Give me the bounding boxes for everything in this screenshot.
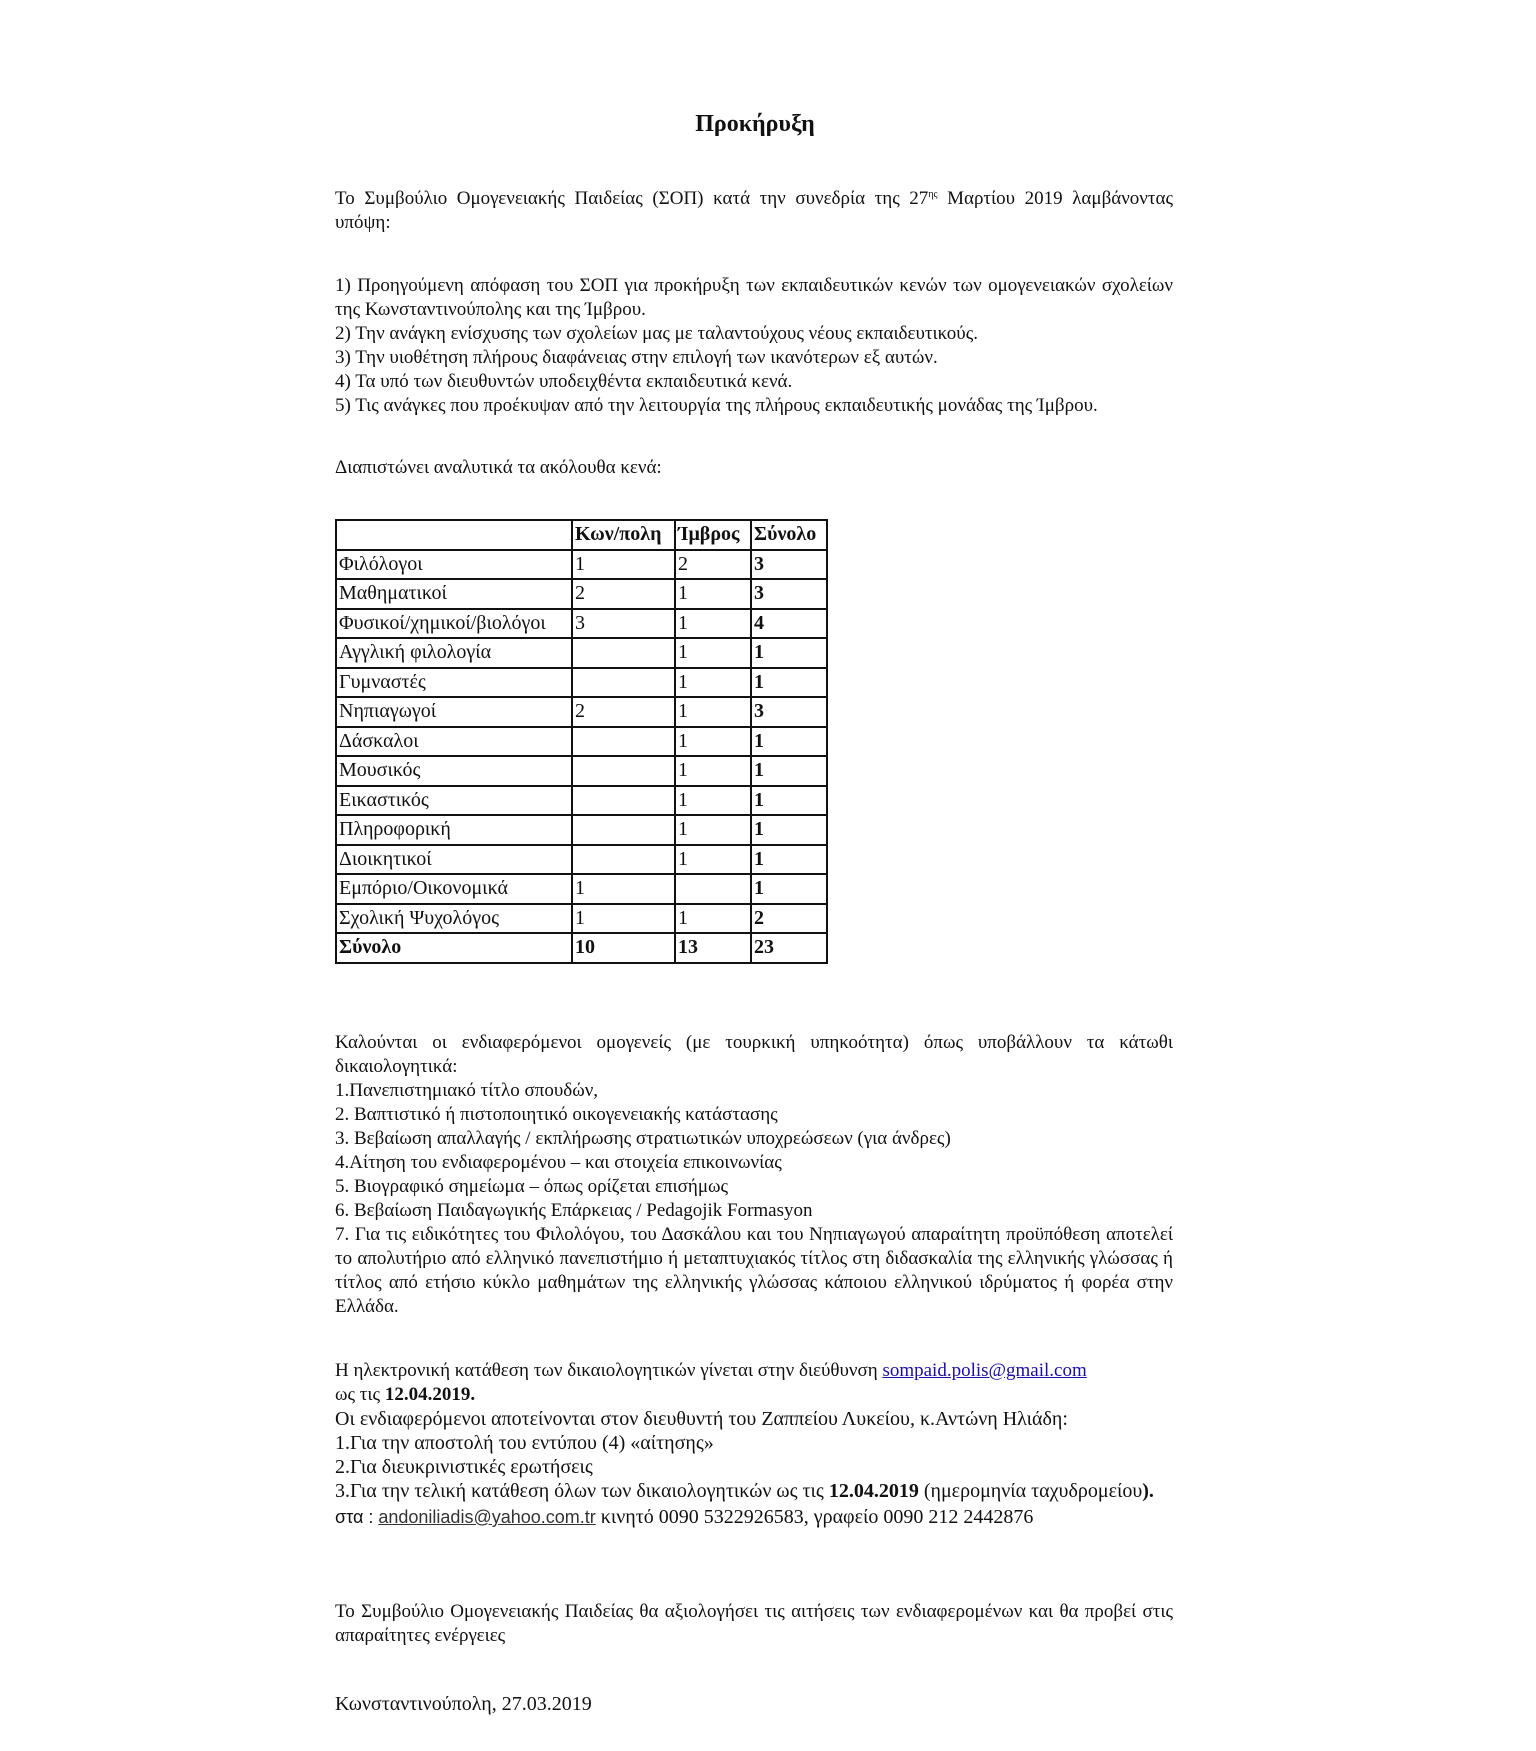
requirements-section	[335, 1031, 1173, 1319]
table-row	[336, 668, 827, 698]
consideration-item: 4) Τα υπό των διευθυντών υποδειχθέντα εκπαιδευτικά κενά.	[335, 371, 793, 392]
submission-text: Η ηλεκτρονική κατάθεση των δικαιολογητικών γίνεται στην διεύθυνση	[335, 1360, 883, 1381]
table-cell: Σχολική Ψυχολόγος	[336, 904, 572, 934]
table-cell: 1	[751, 845, 827, 875]
table-cell: 2	[675, 550, 751, 580]
table-cell: 10	[572, 933, 675, 963]
table-cell: Αγγλική φιλολογία	[336, 638, 572, 668]
table-row	[336, 756, 827, 786]
submission-section	[335, 1359, 1173, 1529]
table-cell: Φυσικοί/χημικοί/βιολόγοι	[336, 609, 572, 639]
requirement-item: 3. Βεβαίωση απαλλαγής / εκπλήρωσης στρατιωτικών υποχρεώσεων (για άνδρες)	[335, 1128, 951, 1149]
table-cell: 1	[675, 727, 751, 757]
consideration-item: 2) Την ανάγκη ενίσχυσης των σχολείων μας με ταλαντούχους νέους εκπαιδευτικούς.	[335, 323, 978, 344]
table-cell: 1	[572, 550, 675, 580]
table-cell: 1	[675, 697, 751, 727]
table-cell: Πληροφορική	[336, 815, 572, 845]
requirement-item: 5. Βιογραφικό σημείωμα – όπως ορίζεται επισήμως	[335, 1176, 729, 1197]
contact-item: 1.Για την αποστολή του εντύπου (4) «αίτησης»	[335, 1432, 714, 1454]
table-cell: Μαθηματικοί	[336, 579, 572, 609]
deadline-prefix: ως τις	[335, 1384, 385, 1405]
table-row	[336, 638, 827, 668]
table-header-cell	[336, 520, 572, 550]
table-cell: 1	[751, 786, 827, 816]
table-cell: 1	[751, 727, 827, 757]
table-cell	[572, 815, 675, 845]
table-cell	[572, 668, 675, 698]
contact-email-link[interactable]: andoniliadis@yahoo.com.tr	[378, 1507, 596, 1527]
intro-paragraph	[335, 187, 1173, 235]
contact-item	[335, 1479, 1173, 1503]
contact-intro: Οι ενδιαφερόμενοι αποτείνονται στον διευθυντή του Ζαππείου Λυκείου, κ.Αντώνη Ηλιάδη:	[335, 1408, 1068, 1430]
table-cell: 1	[675, 756, 751, 786]
contact-item3-postmark: (ημερομηνία ταχυδρομείου	[918, 1480, 1143, 1502]
table-cell: Νηπιαγωγοί	[336, 697, 572, 727]
closing-paragraph: Το Συμβούλιο Ομογενειακής Παιδείας θα αξιολογήσει τις αιτήσεις των ενδιαφερομένων και θα προβεί στις απαραίτητες ενέργειες	[335, 1601, 1173, 1646]
table-cell: 1	[675, 904, 751, 934]
table-cell: 2	[572, 579, 675, 609]
table-cell: Μουσικός	[336, 756, 572, 786]
table-cell	[572, 845, 675, 875]
signature-line: Κωνσταντινούπολη, 27.03.2019	[335, 1693, 592, 1715]
table-cell: 3	[751, 550, 827, 580]
table-cell	[572, 727, 675, 757]
table-cell	[572, 638, 675, 668]
requirements-intro: Καλούνται οι ενδιαφερόμενοι ομογενείς (με τουρκική υπηκοότητα) όπως υποβάλλουν τα κάτωθι δικαιολογητικά:	[335, 1032, 1173, 1077]
table-cell: Γυμναστές	[336, 668, 572, 698]
requirement-item: 2. Βαπτιστικό ή πιστοποιητικό οικογενειακής κατάστασης	[335, 1104, 778, 1125]
table-cell: 3	[572, 609, 675, 639]
vacancies-table	[335, 519, 828, 964]
table-header-cell: Ίμβρος	[675, 520, 751, 550]
table-cell: 1	[675, 579, 751, 609]
table-row	[336, 904, 827, 934]
contact-item3-date: 12.04.2019	[828, 1480, 919, 1502]
contact-phones: κινητό 0090 5322926583, γραφείο 0090 212 2442876	[595, 1506, 1034, 1528]
table-cell: 1	[751, 756, 827, 786]
deadline-line	[335, 1383, 1173, 1407]
table-cell: 1	[675, 845, 751, 875]
contact-item3-end: ).	[1142, 1480, 1154, 1502]
table-row	[336, 786, 827, 816]
requirement-item: 6. Βεβαίωση Παιδαγωγικής Επάρκειας / Pedagojik Formasyon	[335, 1200, 813, 1221]
contact-item: 2.Για διευκρινιστικές ερωτήσεις	[335, 1456, 593, 1478]
table-cell: 1	[675, 609, 751, 639]
table-header-cell: Κων/πολη	[572, 520, 675, 550]
requirement-item: 4.Αίτηση του ενδιαφερομένου – και στοιχεία επικοινωνίας	[335, 1152, 782, 1173]
table-row	[336, 579, 827, 609]
table-cell: 3	[751, 697, 827, 727]
table-cell: 1	[572, 874, 675, 904]
requirement-item: 7. Για τις ειδικότητες του Φιλολόγου, του Δασκάλου και του Νηπιαγωγού απαραίτητη προϋπόθεση αποτελεί το απολυτήριο από ελληνικό πανεπιστήμιο ή μεταπτυχιακός τίτλος στη διδασκαλία της ελληνικής γλώσσας ή τίτλος από ετήσιο κύκλο μαθημάτων της ελληνικής γλώσσας κάποιου ελληνικού ιδρύματος ή φορέα στην Ελλάδα.	[335, 1224, 1173, 1317]
considerations-list	[335, 274, 1173, 418]
table-row	[336, 697, 827, 727]
intro-superscript: ης	[928, 189, 938, 200]
table-cell: 2	[572, 697, 675, 727]
table-cell	[675, 874, 751, 904]
table-total-row	[336, 933, 827, 963]
table-cell: 4	[751, 609, 827, 639]
contact-item3-text: 3.Για την τελική κατάθεση όλων των δικαιολογητικών ως τις	[335, 1480, 829, 1502]
table-cell: 1	[751, 815, 827, 845]
table-header-row	[336, 520, 827, 550]
table-cell: Δάσκαλοι	[336, 727, 572, 757]
intro-text-end: Μαρτίου 2019 λαμβάνοντας υπόψη:	[335, 188, 1173, 233]
requirement-item: 1.Πανεπιστημιακό τίτλο σπουδών,	[335, 1080, 599, 1101]
table-intro: Διαπιστώνει αναλυτικά τα ακόλουθα κενά:	[335, 457, 662, 478]
document-title: Προκήρυξη	[695, 111, 815, 137]
table-cell: 3	[751, 579, 827, 609]
consideration-item: 3) Την υιοθέτηση πλήρους διαφάνειας στην επιλογή των ικανότερων εξ αυτών.	[335, 347, 938, 368]
table-row	[336, 550, 827, 580]
table-cell: 1	[675, 786, 751, 816]
table-cell: 1	[675, 668, 751, 698]
intro-text-start: Το Συμβούλιο Ομογενειακής Παιδείας (ΣΟΠ) κατά την συνεδρία της 27	[335, 188, 929, 209]
table-cell: Εικαστικός	[336, 786, 572, 816]
table-cell: 1	[572, 904, 675, 934]
deadline-date: 12.04.2019.	[384, 1384, 476, 1405]
table-cell: 1	[751, 638, 827, 668]
table-row	[336, 727, 827, 757]
submission-line	[335, 1359, 1173, 1383]
table-cell: Διοικητικοί	[336, 845, 572, 875]
contact-line	[335, 1505, 1173, 1529]
table-row	[336, 845, 827, 875]
table-cell: 1	[751, 668, 827, 698]
table-header-cell: Σύνολο	[751, 520, 827, 550]
consideration-item: 1) Προηγούμενη απόφαση του ΣΟΠ για προκήρυξη των εκπαιδευτικών κενών των ομογενειακών σχολείων της Κωνσταντινούπολης και της Ίμβρου.	[335, 275, 1173, 320]
table-cell: 1	[751, 874, 827, 904]
table-cell: 2	[751, 904, 827, 934]
table-row	[336, 874, 827, 904]
table-row	[336, 609, 827, 639]
table-cell: 1	[675, 638, 751, 668]
table-cell: Φιλόλογοι	[336, 550, 572, 580]
table-cell: Σύνολο	[336, 933, 572, 963]
consideration-item: 5) Τις ανάγκες που προέκυψαν από την λειτουργία της πλήρους εκπαιδευτικής μονάδας της Ίμβρου.	[335, 395, 1098, 416]
table-cell	[572, 756, 675, 786]
table-cell	[572, 786, 675, 816]
table-cell: 13	[675, 933, 751, 963]
submission-email-link[interactable]: sompaid.polis@gmail.com	[882, 1360, 1087, 1381]
table-cell: 1	[675, 815, 751, 845]
table-cell: 23	[751, 933, 827, 963]
table-cell: Εμπόριο/Οικονομικά	[336, 874, 572, 904]
contact-line-prefix: στα :	[335, 1507, 379, 1527]
table-row	[336, 815, 827, 845]
